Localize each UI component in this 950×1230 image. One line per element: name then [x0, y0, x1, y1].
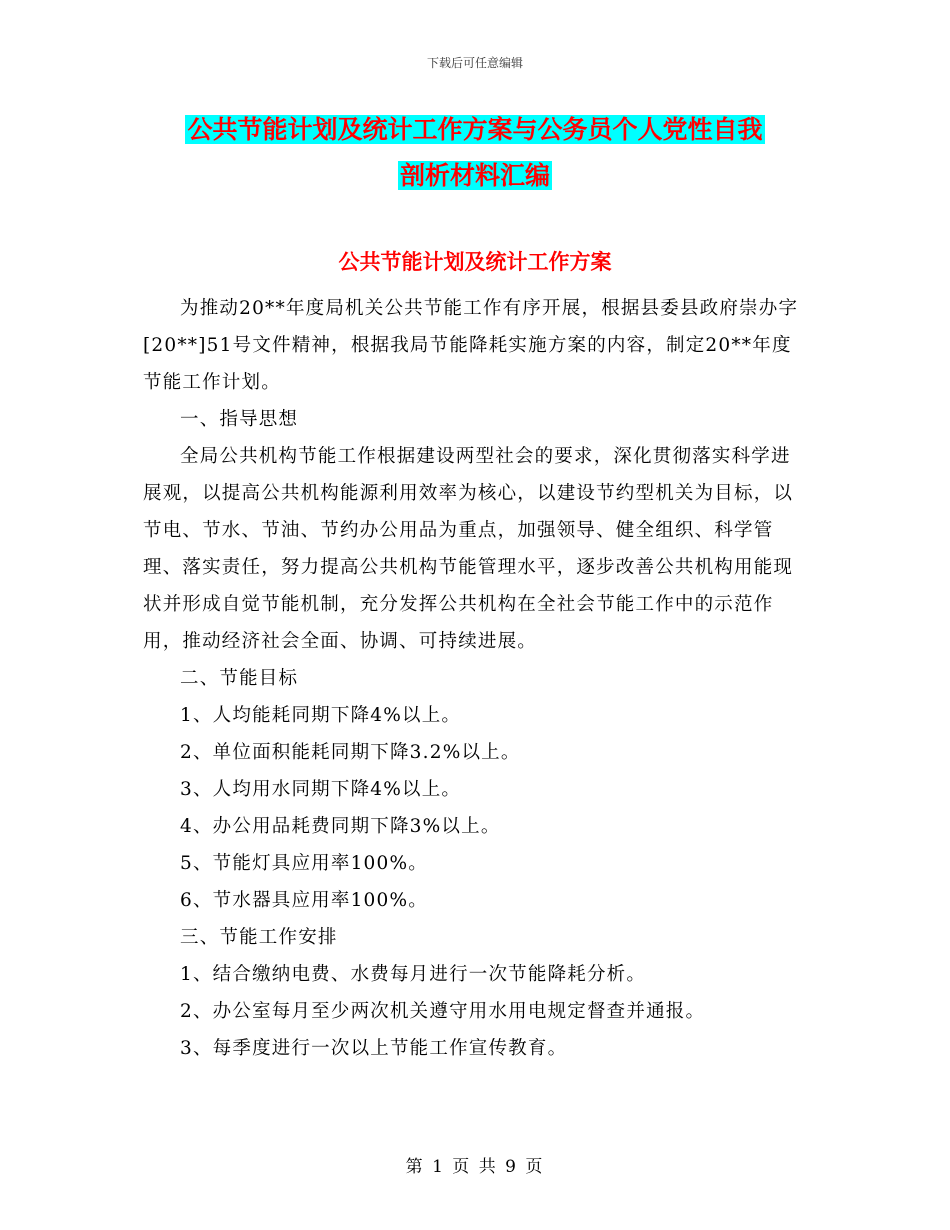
heading-guiding-ideology: 一、指导思想: [180, 409, 299, 430]
heading-work-arrangement: 三、节能工作安排: [180, 927, 338, 948]
target-item: 3、人均用水同期下降4%以上。: [180, 779, 462, 800]
document-body: [143, 290, 807, 1067]
header-note: 下载后可任意编辑: [426, 56, 523, 70]
target-item: 6、节水器具应用率100%。: [180, 890, 428, 911]
arrangement-item: 1、结合缴纳电费、水费每月进行一次节能降耗分析。: [180, 964, 647, 985]
section-title: 公共节能计划及统计工作方案: [338, 249, 612, 274]
heading-energy-targets: 二、节能目标: [180, 668, 299, 689]
document-title-text-2: 剖析材料汇编: [399, 161, 550, 190]
document-title-text-1: 公共节能计划及统计工作方案与公务员个人党性自我: [187, 115, 763, 144]
guiding-ideology-paragraph: 全局公共机构节能工作根据建设两型社会的要求，深化贯彻落实科学进展观，以提高公共机构能源利用效率为核心，以建设节约型机关为目标，以节电、节水、节油、节约办公用品为重点，加强领导、健全组织、科学管理、落实责任，努力提高公共机构节能管理水平，逐步改善公共机构用能现状并形成自觉节能机制，充分发挥公共机构在全社会节能工作中的示范作用，推动经济社会全面、协调、可持续进展。: [143, 446, 794, 652]
target-item: 2、单位面积能耗同期下降3.2%以上。: [180, 742, 521, 763]
arrangement-item: 3、每季度进行一次以上节能工作宣传教育。: [180, 1038, 568, 1059]
target-item: 4、办公用品耗费同期下降3%以上。: [180, 816, 501, 837]
arrangement-item: 2、办公室每月至少两次机关遵守用水用电规定督查并通报。: [180, 1001, 706, 1022]
intro-paragraph: 为推动20**年度局机关公共节能工作有序开展，根据县委县政府崇办字[20**]51号文件精神，根据我局节能降耗实施方案的内容，制定20**年度节能工作计划。: [143, 298, 799, 393]
document-title-line-1: [0, 110, 950, 150]
document-title-line-2: [0, 156, 950, 196]
target-item: 1、人均能耗同期下降4%以上。: [180, 705, 462, 726]
page-footer: 第 1 页 共 9 页: [405, 1157, 545, 1177]
target-item: 5、节能灯具应用率100%。: [180, 853, 428, 874]
